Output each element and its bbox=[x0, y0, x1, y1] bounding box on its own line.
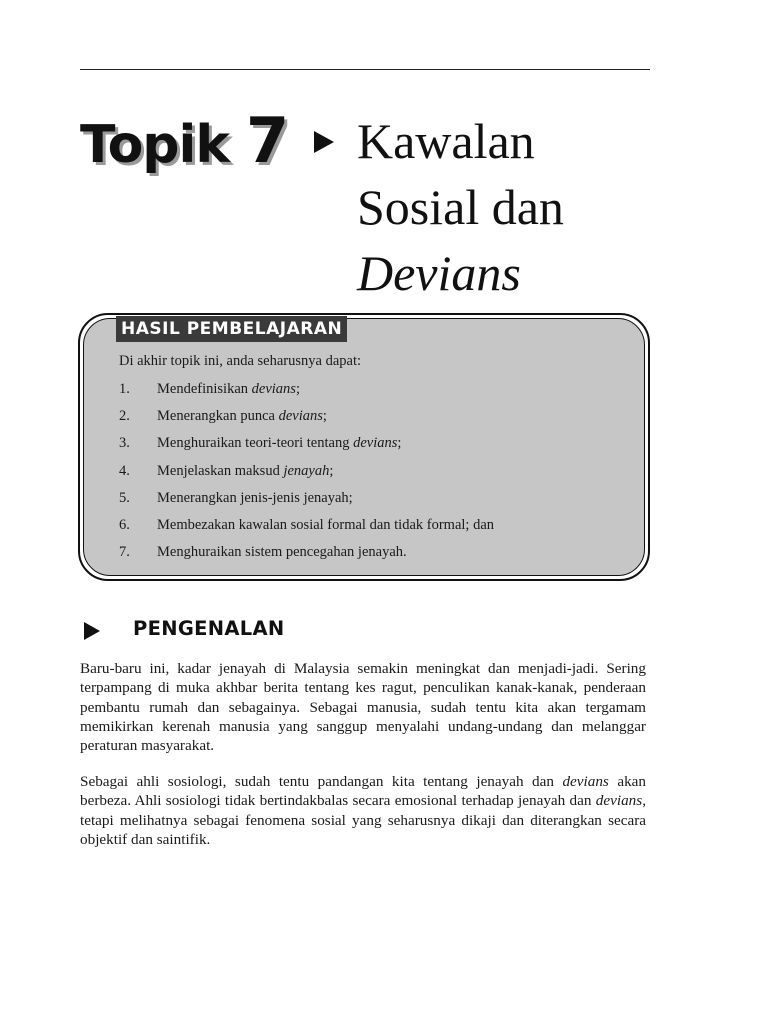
intro-paragraph-1: Baru-baru ini, kadar jenayah di Malaysia semakin meningkat dan menjadi-jadi. Sering terpampang di muka akhbar berita tentang kes ragut, penculikan kanak-kanak, penderaan pembantu rumah dan sebagainya. Sebagai manusia, sudah tentu kita akan tergamam memikirkan kerenah manusia yang sanggup menyalahi undang-undang dan melanggar peraturan masyarakat. bbox=[80, 660, 646, 755]
chapter-title-line-2: Sosial dan bbox=[357, 179, 564, 235]
outcome-number: 4. bbox=[119, 462, 130, 479]
topic-word: Topik bbox=[80, 115, 229, 175]
paragraph-text: , tetapi melihatnya sebagai fenomena sosial yang seharusnya dikaji dan diterangkan secara objektif dan saintifik. bbox=[80, 792, 646, 848]
paragraph-italic: devians bbox=[562, 773, 609, 790]
outcome-suffix: ; bbox=[322, 408, 327, 425]
chapter-title-line-1: Kawalan bbox=[357, 113, 535, 169]
outcome-italic: devians bbox=[251, 381, 296, 397]
section-arrow-icon bbox=[84, 622, 100, 640]
outcome-text: Menerangkan punca bbox=[157, 408, 279, 425]
intro-paragraph-2 bbox=[80, 772, 646, 849]
outcome-number: 7. bbox=[119, 544, 130, 561]
outcome-number: 6. bbox=[119, 516, 130, 533]
chapter-title bbox=[357, 108, 564, 306]
topic-number: 7 bbox=[246, 104, 289, 177]
outcome-italic: jenayah bbox=[283, 462, 330, 479]
top-rule bbox=[80, 69, 650, 70]
outcome-text: Mendefinisikan bbox=[157, 381, 252, 397]
outcome-number: 1. bbox=[119, 381, 130, 397]
learning-outcomes-intro: Di akhir topik ini, anda seharusnya dapat: bbox=[119, 353, 362, 369]
paragraph-italic: devians bbox=[595, 792, 643, 810]
outcome-number: 2. bbox=[119, 408, 130, 425]
outcome-italic: devians bbox=[353, 435, 398, 452]
outcome-text: Menghuraikan teori-teori tentang bbox=[157, 435, 354, 452]
outcome-text: Membezakan kawalan sosial formal dan tidak formal; dan bbox=[157, 516, 495, 533]
outcome-text: Menjelaskan maksud bbox=[157, 462, 284, 479]
learning-outcomes-heading: HASIL PEMBELAJARAN bbox=[116, 316, 347, 342]
outcome-suffix: ; bbox=[397, 435, 402, 452]
paragraph-text: akan berbeza. Ahli sosiologi tidak bertindakbalas secara emosional terhadap jenayah dan bbox=[80, 773, 647, 810]
chapter-title-line-3: Devians bbox=[357, 245, 521, 301]
title-arrow-icon bbox=[314, 131, 334, 153]
outcome-number: 3. bbox=[119, 435, 130, 452]
outcome-suffix: ; bbox=[329, 462, 334, 479]
paragraph-text: Sebagai ahli sosiologi, sudah tentu pandangan kita tentang jenayah dan bbox=[80, 773, 563, 790]
outcome-text: Menerangkan jenis-jenis jenayah; bbox=[157, 489, 353, 506]
outcome-italic: devians bbox=[278, 408, 323, 425]
outcome-text: Menghuraikan sistem pencegahan jenayah. bbox=[157, 544, 407, 561]
outcome-number: 5. bbox=[119, 489, 130, 506]
outcome-suffix: ; bbox=[295, 381, 300, 397]
section-heading: PENGENALAN bbox=[133, 617, 285, 640]
topic-label bbox=[80, 104, 288, 177]
